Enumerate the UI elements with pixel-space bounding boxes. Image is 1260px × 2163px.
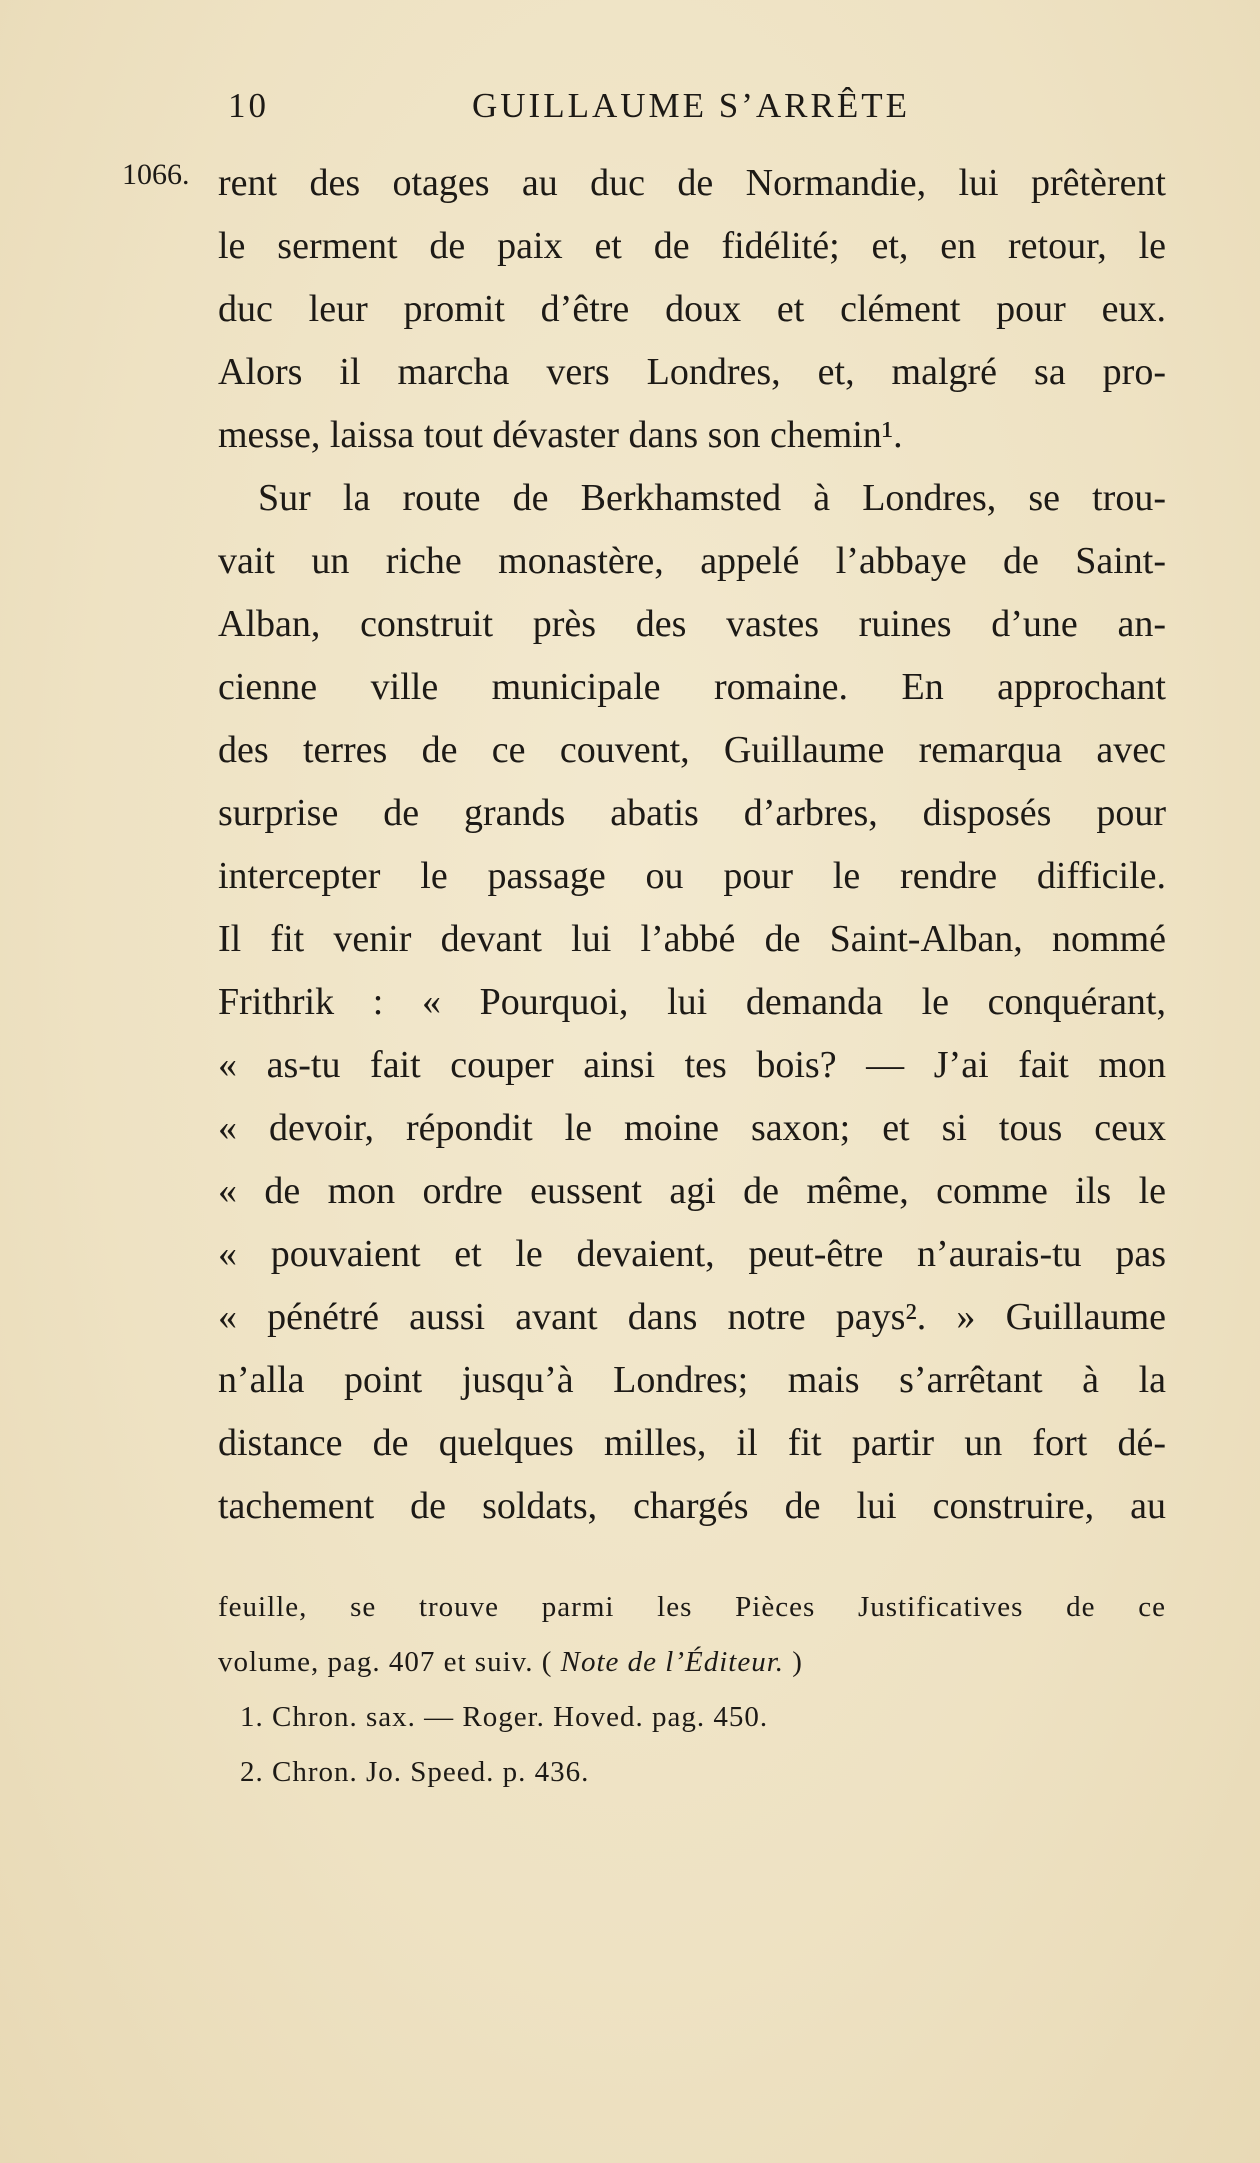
body-line: intercepter le passage ou pour le rendre difficile. [218,855,1166,897]
footnote-continuation-line [218,1635,1166,1690]
body-line: messe, laissa tout dévaster dans son chemin¹. [218,414,903,456]
body-line: tachement de soldats, chargés de lui construire, au [218,1485,1166,1527]
margin-year: 1066. [122,158,190,191]
footnote-continuation-text: volume, pag. 407 et suiv. ( [218,1646,553,1678]
body-line: rent des otages au duc de Normandie, lui prêtèrent [218,162,1166,204]
body-line: Il fit venir devant lui l’abbé de Saint-Alban, nommé [218,918,1166,960]
footnotes [218,1580,1166,1800]
body-line: Frithrik : « Pourquoi, lui demanda le conquérant, [218,981,1166,1023]
body-line: « as-tu fait couper ainsi tes bois? — J’ai fait mon [218,1044,1166,1086]
body-line: n’alla point jusqu’à Londres; mais s’arrêtant à la [218,1359,1166,1401]
body-line: « pouvaient et le devaient, peut-être n’aurais-tu pas [218,1233,1166,1275]
footnote-2: 2. Chron. Jo. Speed. p. 436. [240,1756,590,1788]
footnote-1: 1. Chron. sax. — Roger. Hoved. pag. 450. [240,1701,769,1733]
body-line: surprise de grands abatis d’arbres, disposés pour [218,792,1166,834]
running-title: GUILLAUME S’ARRÊTE [472,86,910,125]
footnote-continuation-line: feuille, se trouve parmi les Pièces Justificatives de ce [218,1591,1166,1623]
body-line: cienne ville municipale romaine. En approchant [218,666,1166,708]
body-line: « pénétré aussi avant dans notre pays². » Guillaume [218,1296,1166,1338]
footnote-continuation-close: ) [792,1646,803,1678]
body-line: vait un riche monastère, appelé l’abbaye de Saint- [218,540,1166,582]
body-line: Sur la route de Berkhamsted à Londres, se trou- [258,477,1166,519]
body-line: Alors il marcha vers Londres, et, malgré sa pro- [218,351,1166,393]
body-text [218,152,1166,1538]
editor-note: Note de l’Éditeur. [560,1646,785,1678]
page-number: 10 [228,86,269,125]
body-line: le serment de paix et de fidélité; et, en retour, le [218,225,1166,267]
body-line: « devoir, répondit le moine saxon; et si tous ceux [218,1107,1166,1149]
body-line: « de mon ordre eussent agi de même, comme ils le [218,1170,1166,1212]
body-line: des terres de ce couvent, Guillaume remarqua avec [218,729,1166,771]
running-head [228,86,1158,136]
body-line: distance de quelques milles, il fit partir un fort dé- [218,1422,1166,1464]
body-line: duc leur promit d’être doux et clément pour eux. [218,288,1166,330]
body-line: Alban, construit près des vastes ruines d’une an- [218,603,1166,645]
